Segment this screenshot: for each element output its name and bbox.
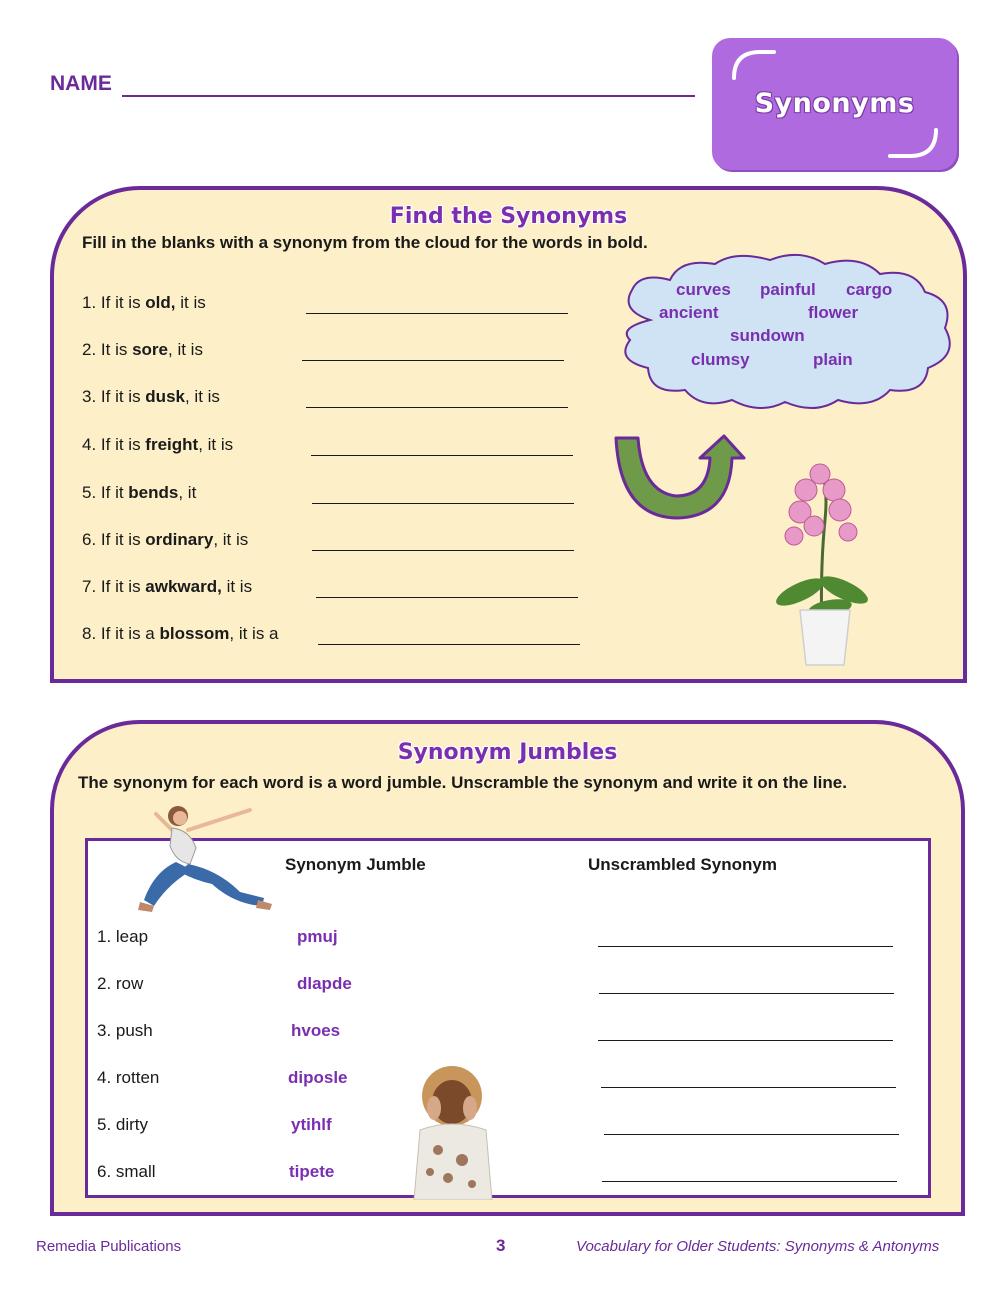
answer-blank-line[interactable] — [312, 550, 574, 551]
column-header-unscrambled: Unscrambled Synonym — [588, 855, 777, 874]
unscrambled-answer-line[interactable] — [604, 1134, 899, 1135]
question-text: 3. If it is dusk, it is — [82, 387, 220, 406]
answer-blank-line[interactable] — [316, 597, 578, 598]
question-text: 4. If it is freight, it is — [82, 435, 234, 454]
jumble-word: 5. dirty — [97, 1115, 149, 1134]
footer-page-number: 3 — [496, 1236, 506, 1255]
unscrambled-answer-line[interactable] — [601, 1087, 896, 1088]
cloud-word: sundown — [730, 326, 805, 345]
bold-word: ordinary — [145, 530, 214, 549]
question-text: 7. If it is awkward, it is — [82, 577, 253, 596]
jumbled-synonym: diposle — [288, 1068, 348, 1087]
footer-book-title: Vocabulary for Older Students: Synonyms & Antonyms — [576, 1238, 940, 1255]
cloud-word: painful — [760, 280, 816, 299]
cloud-word: flower — [808, 303, 859, 322]
bold-word: sore — [132, 340, 168, 359]
unscrambled-answer-line[interactable] — [602, 1181, 897, 1182]
jumble-word: 2. row — [97, 974, 144, 993]
question-text: 5. If it bends, it — [82, 483, 197, 502]
u-turn-arrow-icon — [612, 432, 748, 522]
jumping-woman-icon — [130, 800, 280, 920]
jumble-word: 4. rotten — [97, 1068, 160, 1087]
bold-word: dusk — [145, 387, 185, 406]
answer-blank-line[interactable] — [302, 360, 564, 361]
unscrambled-answer-line[interactable] — [599, 993, 894, 994]
jumble-word: 6. small — [97, 1162, 156, 1181]
question-text: 2. It is sore, it is — [82, 340, 203, 359]
name-input-line[interactable] — [122, 95, 695, 97]
jumbled-synonym: pmuj — [297, 927, 338, 946]
question-text: 1. If it is old, it is — [82, 293, 206, 312]
bold-word: bends — [128, 483, 179, 502]
orchid-flower-icon — [770, 460, 870, 670]
badge-title: Synonyms — [754, 88, 915, 119]
muddy-child-icon — [400, 1060, 505, 1200]
name-label: NAME — [50, 72, 112, 95]
jumbled-synonym: hvoes — [291, 1021, 341, 1040]
cloud-word: curves — [676, 280, 731, 299]
cloud-word: clumsy — [691, 350, 750, 369]
jumbled-synonym: tipete — [289, 1162, 335, 1181]
cloud-word: cargo — [846, 280, 893, 299]
answer-blank-line[interactable] — [318, 644, 580, 645]
bold-word: blossom — [159, 624, 230, 643]
question-text: 8. If it is a blossom, it is a — [82, 624, 279, 643]
cloud-word: plain — [813, 350, 853, 369]
answer-blank-line[interactable] — [311, 455, 573, 456]
bold-word: freight — [145, 435, 199, 454]
answer-blank-line[interactable] — [306, 407, 568, 408]
find-synonyms-title: Find the Synonyms — [389, 204, 628, 229]
jumble-word: 3. push — [97, 1021, 153, 1040]
bold-word: awkward, — [145, 577, 222, 596]
answer-blank-line[interactable] — [312, 503, 574, 504]
synonyms-badge — [712, 38, 957, 170]
bold-word: old, — [145, 293, 176, 312]
question-text: 6. If it is ordinary, it is — [82, 530, 249, 549]
synonym-jumbles-instruction: The synonym for each word is a word jumble. Unscramble the synonym and write it on the line. — [78, 773, 847, 792]
answer-blank-line[interactable] — [306, 313, 568, 314]
unscrambled-answer-line[interactable] — [598, 946, 893, 947]
column-header-jumble: Synonym Jumble — [285, 855, 426, 874]
jumbled-synonym: ytihlf — [291, 1115, 332, 1134]
synonym-jumbles-title: Synonym Jumbles — [397, 740, 618, 765]
find-synonyms-instruction: Fill in the blanks with a synonym from the cloud for the words in bold. — [82, 233, 648, 252]
jumble-word: 1. leap — [97, 927, 149, 946]
cloud-word: ancient — [659, 303, 719, 322]
footer-publisher: Remedia Publications — [36, 1238, 182, 1255]
jumbled-synonym: dlapde — [297, 974, 352, 993]
unscrambled-answer-line[interactable] — [598, 1040, 893, 1041]
